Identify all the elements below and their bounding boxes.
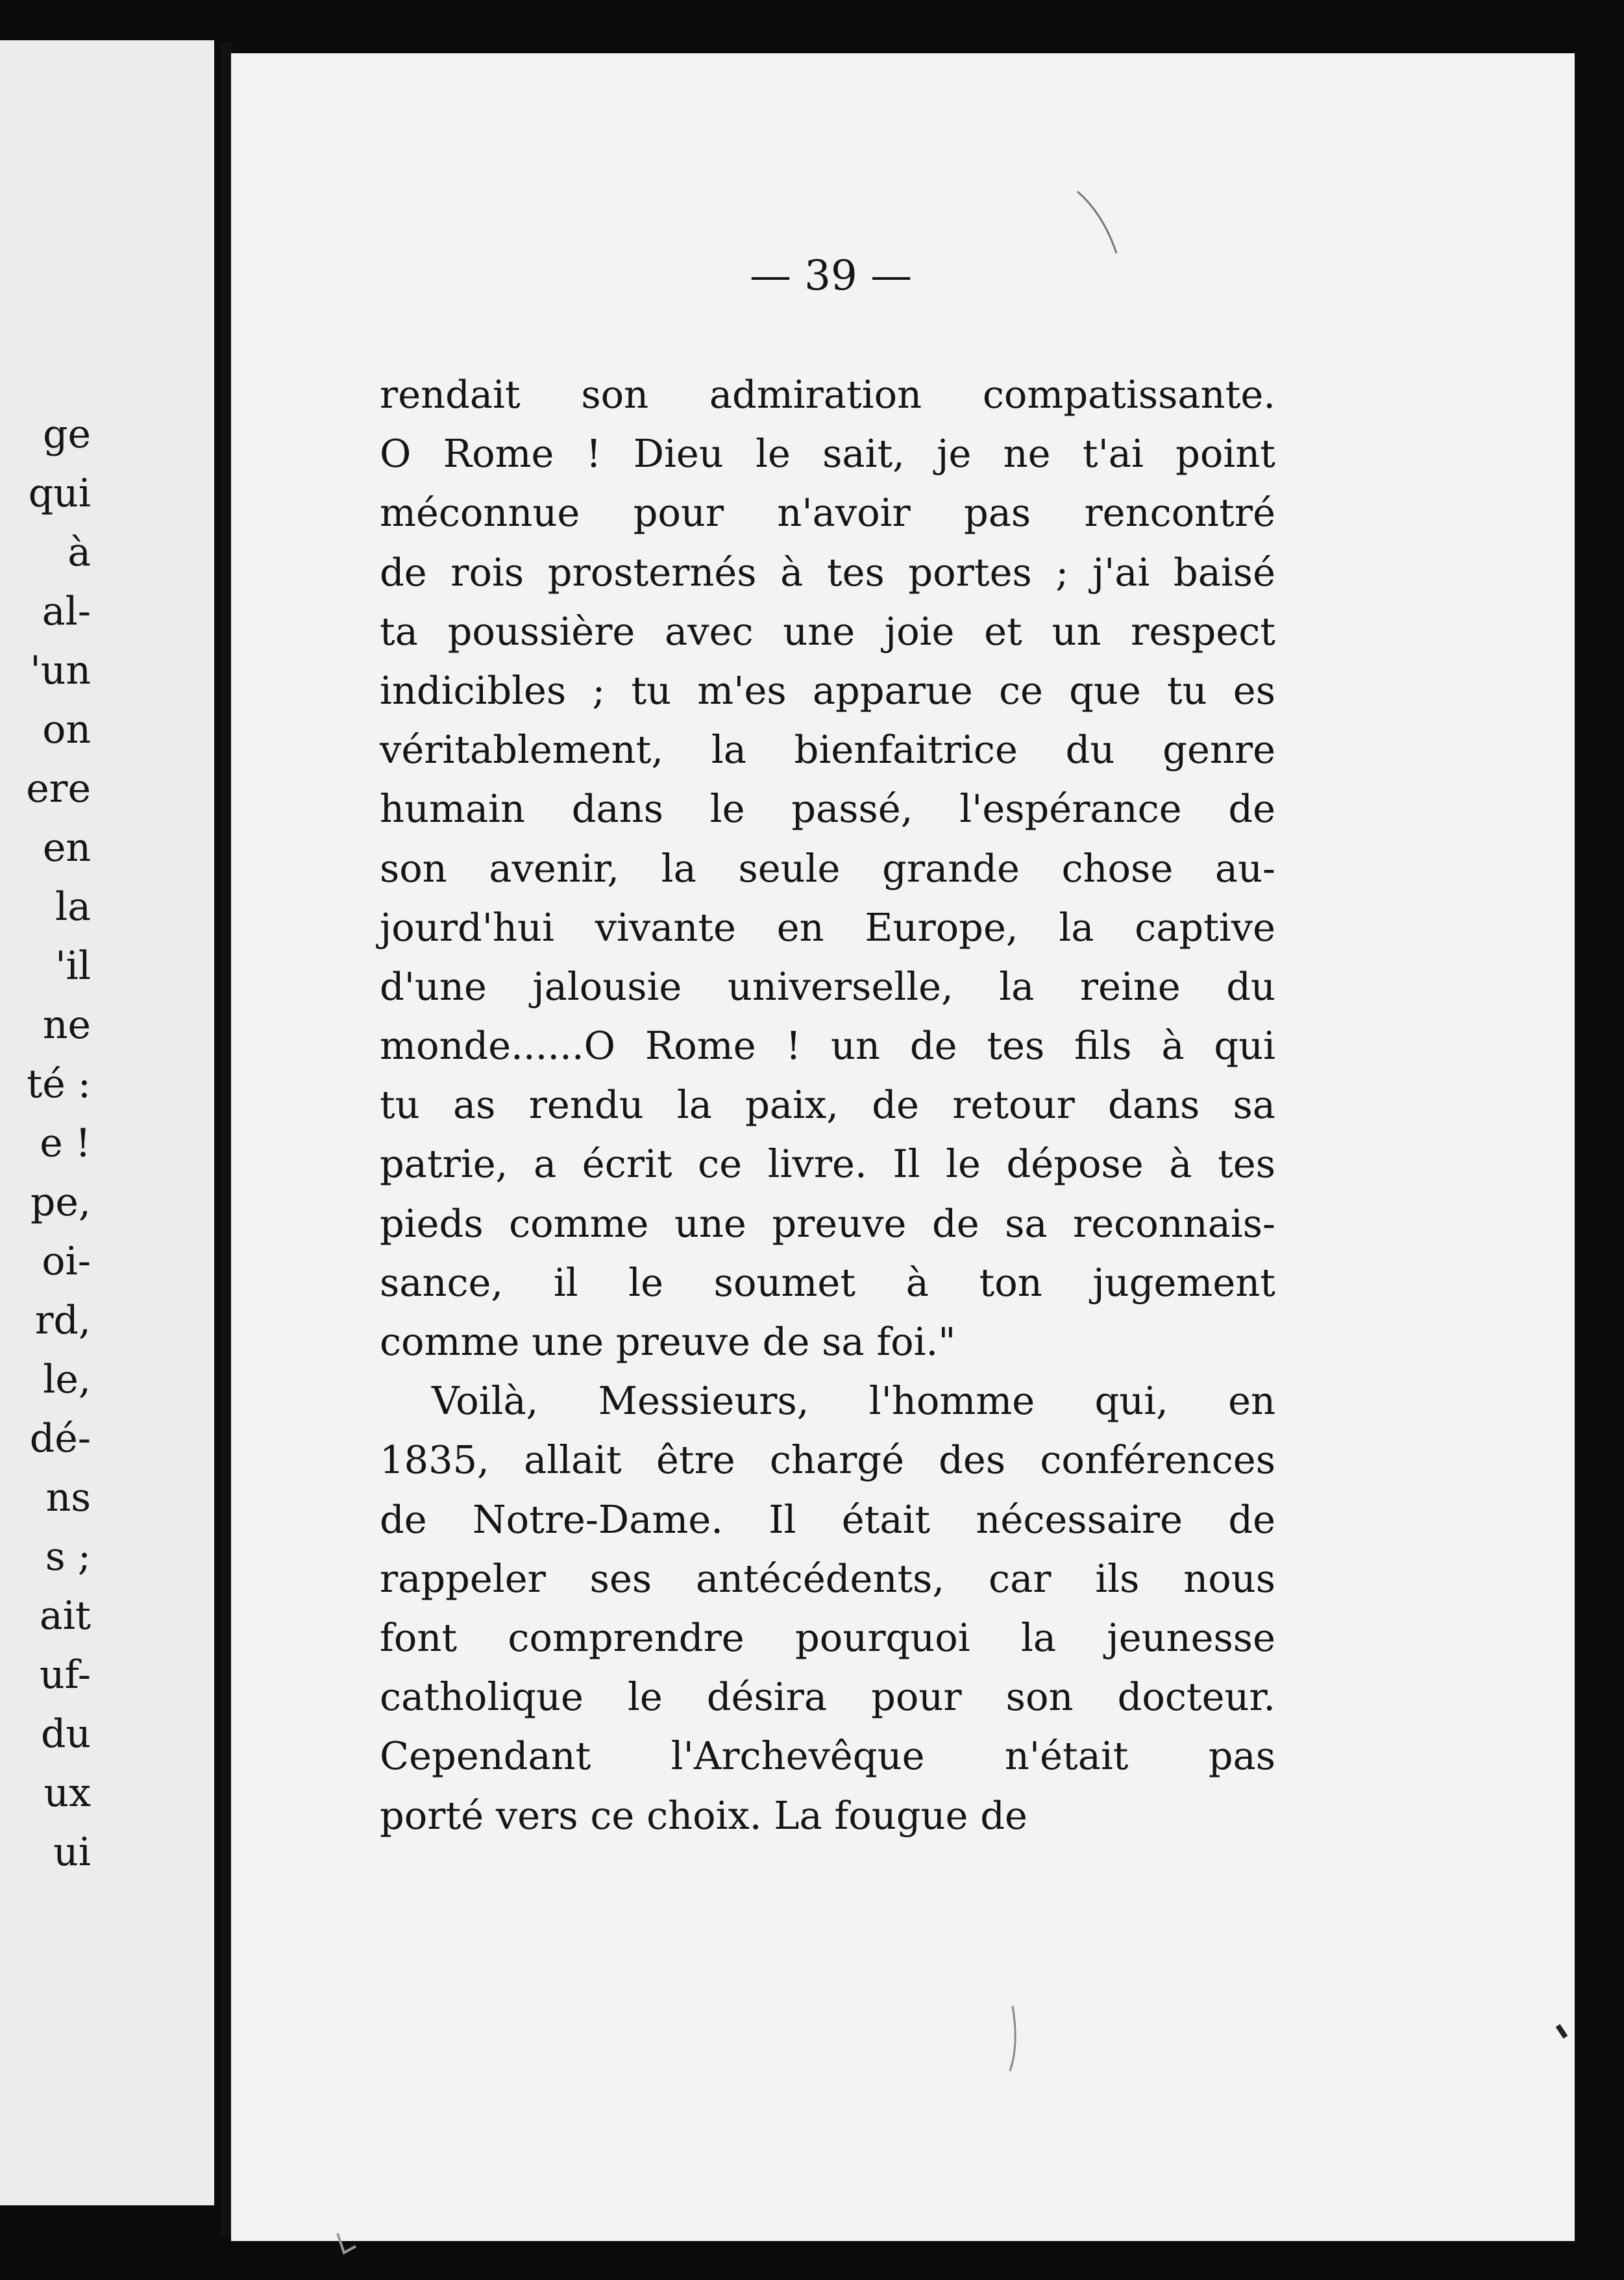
text-line: ta poussière avec une joie et un respect: [380, 608, 1275, 654]
left-page-fragment: on: [42, 707, 91, 752]
left-page-fragment: al-: [42, 589, 91, 634]
page-number: — 39 —: [749, 252, 913, 300]
left-page-fragment: ge: [43, 412, 91, 457]
text-line: humain dans le passé, l'espérance de: [380, 786, 1275, 832]
text-line: d'une jalousie universelle, la reine du: [380, 963, 1275, 1009]
left-page: [0, 40, 214, 2205]
text-line: Cependant l'Archevêque n'était pas: [380, 1733, 1275, 1779]
text-line: O Rome ! Dieu le sait, je ne t'ai point: [380, 431, 1275, 477]
left-page-fragment: ux: [43, 1770, 91, 1816]
left-page-text-fragments: [0, 405, 91, 1882]
left-page-fragment: té :: [27, 1061, 91, 1107]
text-line: catholique le désira pour son docteur.: [380, 1674, 1275, 1720]
left-page-fragment: du: [40, 1711, 91, 1757]
text-line: porté vers ce choix. La fougue de: [380, 1792, 1027, 1838]
text-line: méconnue pour n'avoir pas rencontré: [380, 490, 1275, 536]
text-line: pieds comme une preuve de sa reconnais-: [380, 1200, 1275, 1246]
left-page-fragment: dé-: [29, 1416, 91, 1461]
text-line: 1835, allait être chargé des conférences: [380, 1437, 1275, 1483]
text-line: comme une preuve de sa foi.": [380, 1319, 956, 1364]
text-line: sance, il le soumet à ton jugement: [380, 1259, 1275, 1305]
left-page-fragment: 'un: [30, 648, 91, 693]
text-line: rappeler ses antécédents, car ils nous: [380, 1555, 1275, 1601]
left-page-fragment: ere: [26, 766, 91, 812]
text-line: Voilà, Messieurs, l'homme qui, en: [432, 1378, 1275, 1424]
text-line: indicibles ; tu m'es apparue ce que tu es: [380, 667, 1275, 713]
text-line: tu as rendu la paix, de retour dans sa: [380, 1082, 1275, 1128]
left-page-fragment: ns: [45, 1475, 91, 1520]
text-line: son avenir, la seule grande chose au-: [380, 845, 1275, 891]
left-page-fragment: oi-: [42, 1239, 91, 1284]
left-page-fragment: ne: [42, 1002, 91, 1048]
left-page-fragment: ait: [39, 1593, 91, 1639]
left-page-fragment: à: [68, 530, 91, 575]
left-page-fragment: s ;: [45, 1534, 91, 1580]
text-line: patrie, a écrit ce livre. Il le dépose à tes: [380, 1141, 1275, 1187]
left-page-fragment: le,: [43, 1357, 91, 1402]
left-page-fragment: 'il: [55, 943, 91, 989]
left-page-fragment: rd,: [34, 1298, 91, 1343]
left-page-fragment: qui: [28, 471, 91, 516]
left-page-fragment: ui: [53, 1829, 91, 1875]
text-line: monde......O Rome ! un de tes fils à qui: [380, 1023, 1275, 1069]
left-page-fragment: pe,: [31, 1180, 91, 1225]
text-line: jourd'hui vivante en Europe, la captive: [380, 904, 1275, 950]
body-text: [380, 365, 1275, 1845]
left-page-fragment: e !: [40, 1121, 91, 1166]
left-page-fragment: uf-: [40, 1652, 91, 1698]
left-page-fragment: en: [42, 825, 91, 871]
text-line: véritablement, la bienfaitrice du genre: [380, 727, 1275, 773]
text-line: font comprendre pourquoi la jeunesse: [380, 1615, 1275, 1660]
text-line: de Notre-Dame. Il était nécessaire de: [380, 1496, 1275, 1542]
text-line: rendait son admiration compatissante.: [380, 372, 1275, 417]
left-page-fragment: la: [55, 884, 91, 930]
text-line: de rois prosternés à tes portes ; j'ai baisé: [380, 549, 1275, 595]
